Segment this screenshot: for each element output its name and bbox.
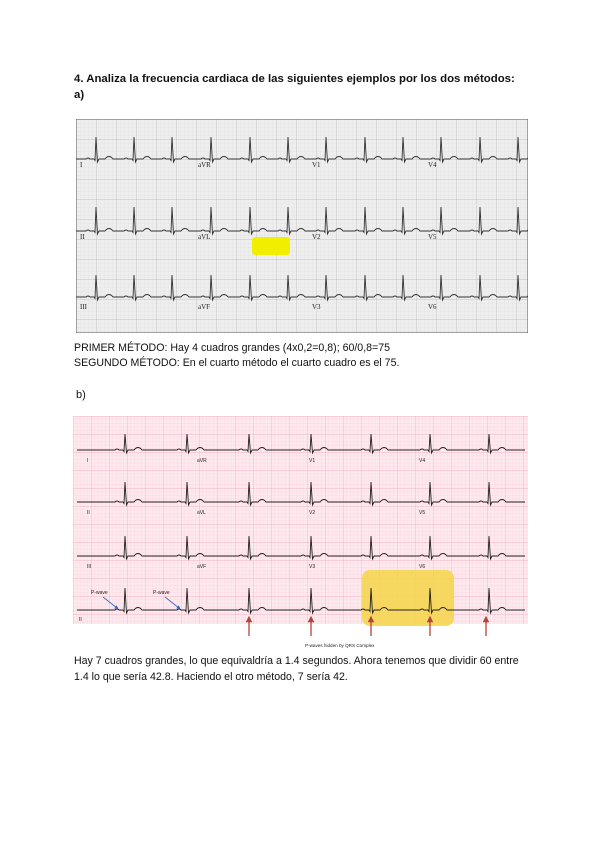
lead-label: V4 [428, 161, 437, 169]
part-a-label: a) [74, 89, 85, 101]
lead-label: II [80, 233, 85, 241]
pwaves-hidden-caption: P-waves hidden by QRS Complex [305, 643, 375, 648]
lead-label: II [87, 510, 90, 516]
highlight-box [252, 237, 290, 255]
exercise-heading: 4. Analiza la frecuencia cardiaca de las siguientes ejemplos por los dos métodos: [74, 73, 515, 85]
lead-label: V1 [312, 161, 321, 169]
lead-label: III [87, 564, 92, 570]
pwave-label-2: P-wave [153, 590, 170, 596]
lead-label: V2 [312, 233, 321, 241]
lead-label: III [80, 303, 87, 311]
lead-label: V5 [419, 510, 426, 516]
highlight-region [362, 570, 454, 626]
lead-label: V3 [312, 303, 321, 311]
ecg-strip-a [76, 119, 528, 333]
lead-label: V4 [419, 458, 426, 464]
lead-label: aVR [197, 458, 207, 464]
pwave-label-1: P-wave [91, 590, 108, 596]
lead-label: aVF [198, 303, 211, 311]
lead-label: aVR [198, 161, 211, 169]
first-method-text: PRIMER MÉTODO: Hay 4 cuadros grandes (4x0,2=0,8); 60/0,8=75 [74, 342, 391, 354]
lead-label: aVL [197, 510, 206, 516]
lead-label: V6 [428, 303, 437, 311]
part-b-explanation: Hay 7 cuadros grandes, lo que equivaldría a 1.4 segundos. Ahora tenemos que dividir 60 entre 1.4 lo que sería 42.8. Haciendo el otro método, 7 sería 42. [74, 655, 519, 683]
part-b-label: b) [76, 389, 86, 401]
lead-label: I [80, 161, 83, 169]
lead-label: V1 [309, 458, 316, 464]
lead-label: aVL [198, 233, 211, 241]
lead-label: V5 [428, 233, 437, 241]
lead-label: V6 [419, 564, 426, 570]
lead-label: aVF [197, 564, 207, 570]
lead-label: I [87, 458, 89, 464]
lead-label: II [79, 617, 82, 623]
ecg-strip-b [73, 416, 528, 650]
lead-label: V2 [309, 510, 316, 516]
lead-label: V3 [309, 564, 316, 570]
second-method-text: SEGUNDO MÉTODO: En el cuarto método el cuarto cuadro es el 75. [74, 357, 400, 369]
